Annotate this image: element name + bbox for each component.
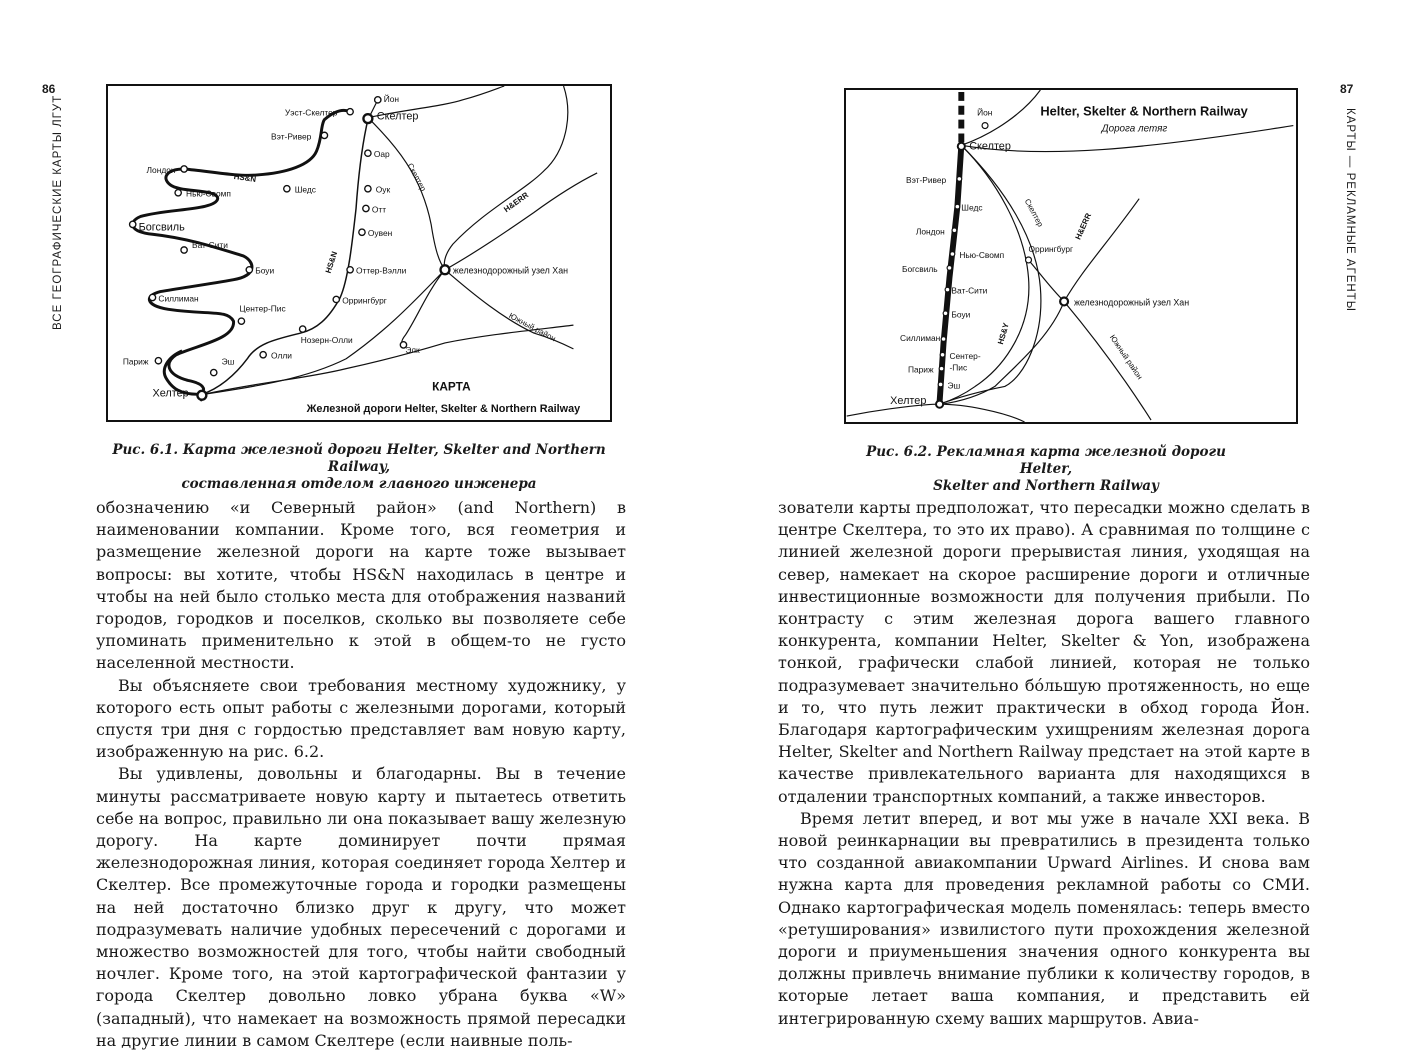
- station-label: Ват-Сити: [951, 285, 988, 296]
- station-label: Шедс: [961, 202, 983, 213]
- station-label: Уэст-Скелтер: [284, 107, 338, 118]
- herr-line: [445, 173, 597, 270]
- station-label: железнодорожный узел Хан: [452, 265, 569, 276]
- paragraph: зователи карты предположат, что пересадки можно сделать в центре Скелтера, то это их право). А сравнимая по толщине с линией железной дороги прерывистая линия, уходящая на север, намекает на скорое расширение дороги и отличные инвестиционные возможности для получения прибыли. По контрасту с этим железная дорога вашего главного конкурента, компании Helter, Skelter & Yon, изображена тонкой, графически слабой линией, которая не только подразумевает значительно бо́льшую протяженность, но еще и то, что путь лежит практически в обход города Йон. Благодаря картографическим ухищрениям железная дорога Helter, Skelter and Northern Railway предстает на этой карте в качестве привлекательного варианта для находящихся в отдалении транспортных компаний, а также инвесторов.: [778, 498, 1310, 806]
- station-label: Вэт-Ривер: [271, 131, 312, 142]
- paragraph: обозначению «и Северный район» (and Northern) в наименовании компании. Кроме того, вся геометрия и размещение железной дороги на карте тоже вызывает вопросы: вы хотите, чтобы HS&N находилась в центре и чтобы на ней было столько места для отображения названий городов, городков и поселков, сколько вы позволяете себе упоминать применительно к этой в общем-то не густо населенной местности.: [96, 498, 626, 673]
- station-label: Оттер-Вэлли: [356, 265, 407, 276]
- figure-caption-6-2: [844, 444, 1248, 495]
- station-label: Олли: [271, 350, 292, 361]
- page-number-left: 86: [42, 82, 56, 96]
- right-body-text: [778, 497, 1310, 1030]
- station-label: Богсвиль: [138, 221, 185, 234]
- left-body-text: [96, 497, 626, 1052]
- station-label: Силлиман: [900, 332, 941, 343]
- station-label: Вэт-Ривер: [905, 174, 947, 185]
- line-label: HS&N: [323, 250, 340, 275]
- station-label: Оук: [375, 184, 391, 195]
- station-label: Хелтер: [152, 387, 189, 400]
- map-figure-6-2: [844, 88, 1298, 424]
- station-label: Элк: [405, 344, 420, 355]
- station-label: Оррингбург: [342, 295, 387, 306]
- station-label: Ват-Сити: [192, 240, 228, 251]
- hsn-winding-line: [133, 107, 351, 399]
- station-label: Скелтер: [376, 110, 419, 123]
- caption-line: Skelter and Northern Railway: [933, 478, 1159, 494]
- station-label: Хелтер: [890, 395, 927, 408]
- station-label: Силлиман: [158, 293, 199, 304]
- station-label: Париж: [122, 356, 149, 367]
- page-number-right: 87: [1340, 82, 1354, 96]
- paragraph: Время летит вперед, и вот мы уже в начале XXI века. В новой реинкарнации вы превратились в президента только что созданной авиакомпании Upward Airlines. И снова вам нужна карта для проведения рекламной работы со СМИ. Однако картографическая модель поменялась: теперь вместо «ретуширования» извилистого пути прохождения железной дороги и приуменьшения значения одного конкурента вы должны привлечь внимание публики к количеству городов, в которые летает ваша компания, и представить ей интегрированную схему ваших маршрутов. Авиа-: [778, 808, 1310, 1028]
- figure-caption-6-1: [106, 442, 612, 493]
- station-label: Париж: [907, 364, 934, 375]
- caption-line: Рис. 6.1. Карта железной дороги Helter, Skelter and Northern Railway,: [112, 442, 606, 475]
- station-label: Отт: [371, 204, 387, 215]
- line-label: Южный район: [1107, 333, 1145, 382]
- station-label: Оррингбург: [1028, 244, 1074, 255]
- advertising-railway-map: [846, 90, 1296, 422]
- station-label: Боуи: [951, 309, 971, 320]
- line-label: HS&N: [233, 171, 257, 184]
- station-label: Нозерн-Олли: [300, 334, 353, 345]
- map-title: КАРТА: [432, 379, 471, 394]
- line-label: HS&Y: [996, 321, 1011, 346]
- station-label: Оувен: [367, 228, 393, 239]
- caption-line: Рис. 6.2. Рекламная карта железной дороги Helter,: [866, 444, 1226, 477]
- station-label: Лондон: [915, 226, 945, 237]
- station-label: Оар: [373, 149, 390, 160]
- map-figure-6-1: [106, 84, 612, 422]
- running-head-right: КАРТЫ — РЕКЛАМНЫЕ АГЕНТЫ: [1344, 108, 1356, 312]
- station-label: Шедс: [294, 184, 317, 195]
- map-subtitle: Дорога летяг: [1101, 123, 1168, 135]
- station-label: железнодорожный узел Хан: [1073, 297, 1190, 308]
- map-title: Helter, Skelter & Northern Railway: [1040, 103, 1248, 119]
- station-label: Нью-Свомп: [959, 249, 1005, 260]
- herr-line: [1064, 199, 1139, 302]
- paragraph: Вы объясняете свои требования местному художнику, у которого есть опыт работы с железными дорогами, который спустя три дня с гордостью представляет вам новую карту, изображенную на рис. 6.2.: [96, 675, 626, 762]
- station-label: Эш: [947, 380, 961, 391]
- caption-line: составленная отделом главного инженера: [181, 476, 537, 492]
- station-label: -Пис: [949, 362, 968, 373]
- station-label: Нью-Свомп: [186, 188, 231, 199]
- station-label: Богсвиль: [902, 263, 938, 274]
- station-label: Сентер-: [949, 350, 981, 361]
- line-label: Скелтер: [1022, 197, 1045, 229]
- line-label: Южный район: [507, 311, 558, 344]
- south-line: [1064, 301, 1151, 420]
- station-label: Эш: [221, 356, 235, 367]
- station-label: Йон: [977, 107, 993, 118]
- engineer-railway-map: [108, 86, 610, 420]
- map-subtitle: Железной дороги Helter, Skelter & Northern Railway: [306, 403, 581, 416]
- station-label: Лондон: [146, 164, 176, 175]
- paragraph: Вы удивлены, довольны и благодарны. Вы в течение минуты рассматриваете новую карту и пытаетесь ответить себе на вопрос, правильно ли она показывает вашу железную дорогу. На карте доминирует почти прямая железнодорожная линия, которая соединяет города Хелтер и Скелтер. Все промежуточные города и городки размещены на ней достаточно близко друг к другу, что может подразумевать наличие удобных пересечений с дорогами и множество возможностей для того, чтобы найти свободный ночлег. Кроме того, на этой картографической фантазии у города Скелтер довольно ловко убрана буква «W» (западный), что намекает на возможность прямой пересадки на другие линии в самом Скелтере (если наивные поль-: [96, 764, 626, 1050]
- line-label: H&ERR: [1073, 211, 1094, 242]
- station-label: Йон: [383, 93, 400, 104]
- running-head-left: ВСЕ ГЕОГРАФИЧЕСКИЕ КАРТЫ ЛГУТ: [52, 94, 64, 330]
- line-label: H&ERR: [502, 190, 531, 215]
- station-label: Центер-Пис: [239, 303, 286, 314]
- line-label: Скелтер: [405, 161, 428, 193]
- station-label: Боуи: [255, 265, 275, 276]
- station-label: Скелтер: [969, 140, 1011, 153]
